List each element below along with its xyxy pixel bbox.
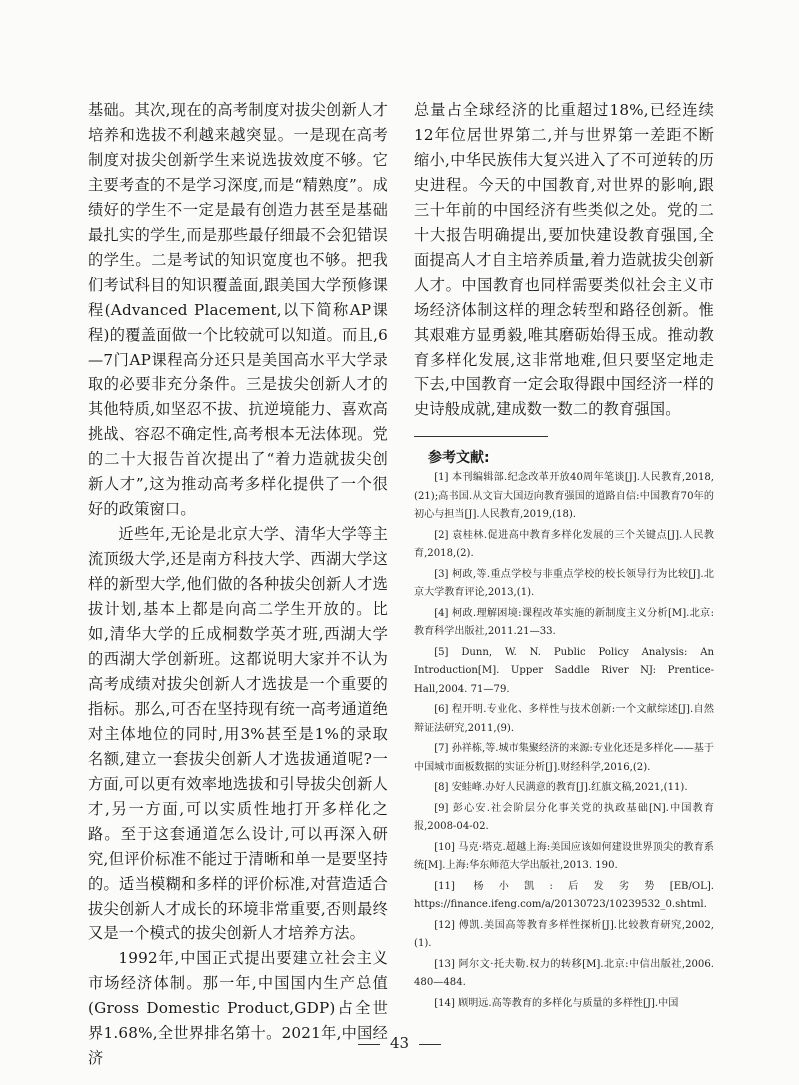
- reference-item: [9] 彭心安.社会阶层分化事关党的执政基础[N].中国教育报,2008-04-02.: [414, 802, 714, 832]
- reference-item: [4] 柯政.理解困境:课程改革实施的新制度主义分析[M].北京:教育科学出版社,2011.21—33.: [414, 607, 714, 637]
- references-list: [414, 469, 714, 1013]
- left-column: [88, 98, 388, 1071]
- right-paragraph-1: 总量占全球经济的比重超过18%,已经连续12年位居世界第二,并与世界第一差距不断缩小,中华民族伟大复兴进入了不可逆转的历史进程。今天的中国教育,对世界的影响,跟三十年前的中国经济有些类似之处。党的二十大报告明确提出,要加快建设教育强国,全面提高人才自主培养质量,着力造就拔尖创新人才。中国教育也同样需要类似社会主义市场经济体制这样的理念转型和路径创新。惟其艰难方显勇毅,唯其磨砺始得玉成。推动教育多样化发展,这非常地难,但只要坚定地走下去,中国教育一定会取得跟中国经济一样的史诗般成就,建成数一数二的教育强国。: [414, 101, 714, 419]
- references-section: [414, 418, 714, 1013]
- reference-item: [5] Dunn, W. N. Public Policy Analysis: An Introduction[M]. Upper Saddle River NJ: Prentice-Hall,2004. 71—79.: [414, 646, 714, 695]
- reference-item: [1] 本刊编辑部.纪念改革开放40周年笔谈[J].人民教育,2018,(21);高书国.从文盲大国迈向教育强国的道路自信:中国教育70年的初心与担当[J].人民教育,2019,(18).: [414, 472, 714, 520]
- reference-item: [13] 阿尔文·托夫勒.权力的转移[M].北京:中信出版社,2006. 480—484.: [414, 958, 714, 988]
- reference-item: [8] 安蛙峰.办好人民满意的教育[J].红旗文稿,2021,(11).: [434, 782, 688, 793]
- left-paragraph-1: 基础。其次,现在的高考制度对拔尖创新人才培养和选拔不利越来越突显。一是现在高考制度对拔尖创新学生来说选拔效度不够。它主要考查的不是学习深度,而是“精熟度”。成绩好的学生不一定是最有创造力甚至是基础最扎实的学生,而是那些最仔细最不会犯错误的学生。二是考试的知识宽度也不够。把我们考试科目的知识覆盖面,跟美国大学预修课程(Advanced Placement,以下简称AP课程)的覆盖面做一个比较就可以知道。而且,6—7门AP课程高分还只是美国高水平大学录取的必要非充分条件。三是拔尖创新人才的其他特质,如坚忍不拔、抗逆境能力、喜欢高挑战、容忍不确定性,高考根本无法体现。党的二十大报告首次提出了“着力造就拔尖创新人才”,这为推动高考多样化提供了一个很好的政策窗口。: [88, 101, 388, 519]
- reference-item: [7] 孙祥栋,等.城市集聚经济的来源:专业化还是多样化——基于中国城市面板数据的实证分析[J].财经科学,2016,(2).: [414, 743, 714, 773]
- reference-item: [14] 顾明远.高等教育的多样化与质量的多样性[J].中国: [434, 997, 679, 1009]
- left-paragraph-2: 近些年,无论是北京大学、清华大学等主流顶级大学,还是南方科技大学、西湖大学这样的新型大学,他们做的各种拔尖创新人才选拔计划,基本上都是向高二学生开放的。比如,清华大学的丘成桐数学英才班,西湖大学的西湖大学创新班。这都说明大家并不认为高考成绩对拔尖创新人才选拔是一个重要的指标。那么,可否在坚持现有统一高考通道绝对主体地位的同时,用3%甚至是1%的录取名额,建立一套拔尖创新人才选拔通道呢?一方面,可以更有效率地选拔和引导拔尖创新人才,另一方面,可以实质性地打开多样化之路。至于这套通道怎么设计,可以再深入研究,但评价标准不能过于清晰和单一是要坚持的。适当模糊和多样的评价标准,对营造适合拔尖创新人才成长的环境非常重要,否则最终又是一个模式的拔尖创新人才培养方法。: [88, 525, 388, 943]
- reference-item: [3] 柯政,等.重点学校与非重点学校的校长领导行为比较[J].北京大学教育评论,2013,(1).: [414, 568, 714, 598]
- footer-dash-right: [419, 1044, 441, 1045]
- page-number: 43: [389, 1034, 410, 1052]
- reference-item: [12] 傅凯.美国高等教育多样性探析[J].比较教育研究,2002,(1).: [414, 919, 714, 949]
- reference-item: [2] 袁桂林.促进高中教育多样化发展的三个关键点[J].人民教育,2018,(2).: [414, 529, 714, 559]
- reference-item: [10] 马克·塔克.超越上海:美国应该如何建设世界顶尖的教育系统[M].上海:华东师范大学出版社,2013. 190.: [414, 841, 714, 871]
- footer-dash-left: [358, 1044, 380, 1045]
- left-paragraph-3: 1992年,中国正式提出要建立社会主义市场经济体制。那一年,中国国内生产总值(Gross Domestic Product,GDP)占全世界1.68%,全世界排名第十。2021年,中国经济: [88, 949, 388, 1068]
- reference-item: [11] 杨小凯:后发劣势[EB/OL]. https://finance.ifeng.com/a/20130723/10239532_0.shtml.: [414, 880, 714, 910]
- references-title: 参考文献:: [414, 436, 548, 467]
- page-footer: [0, 1034, 799, 1052]
- reference-item: [6] 程开明.专业化、多样性与技术创新:一个文献综述[J].自然辩证法研究,2011,(9).: [414, 704, 714, 734]
- right-column: [414, 98, 714, 422]
